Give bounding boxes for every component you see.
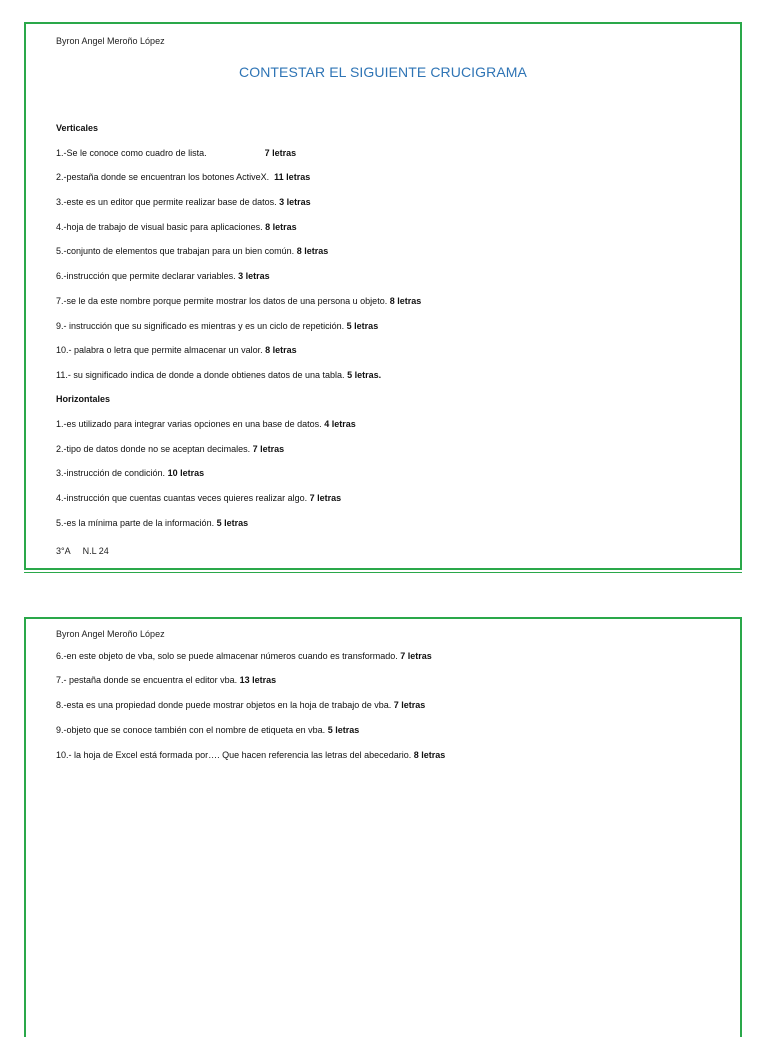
horizontal-clue-6: 6.-en este objeto de vba, solo se puede almacenar números cuando es transformado. 7 letras (56, 651, 432, 661)
vertical-clue-1: 1.-Se le conoce como cuadro de lista. 7 letras (56, 148, 297, 158)
horizontal-clue-4: 4.-instrucción que cuentas cuantas veces quieres realizar algo. 7 letras (56, 493, 342, 503)
horizontales-heading: Horizontales (56, 394, 111, 404)
vertical-clue-9: 9.- instrucción que su significado es mientras y es un ciclo de repetición. 5 letras (56, 321, 379, 331)
vertical-clue-11: 11.- su significado indica de donde a donde obtienes datos de una tabla. 5 letras. (56, 370, 382, 380)
horizontal-clue-2: 2.-tipo de datos donde no se aceptan decimales. 7 letras (56, 444, 285, 454)
vertical-clue-10: 10.- palabra o letra que permite almacenar un valor. 8 letras (56, 345, 297, 355)
verticales-heading: Verticales (56, 123, 99, 133)
document-page-2 (24, 617, 742, 1037)
author-name: Byron Angel Meroño López (56, 36, 165, 46)
horizontal-clue-8: 8.-esta es una propiedad donde puede mostrar objetos en la hoja de trabajo de vba. 7 letras (56, 700, 426, 710)
horizontal-clue-9: 9.-objeto que se conoce también con el nombre de etiqueta en vba. 5 letras (56, 725, 360, 735)
horizontal-clue-5: 5.-es la mínima parte de la información. 5 letras (56, 518, 249, 528)
vertical-clue-3: 3.-este es un editor que permite realizar base de datos. 3 letras (56, 197, 311, 207)
horizontal-clue-3: 3.-instrucción de condición. 10 letras (56, 468, 205, 478)
document-page-1 (24, 22, 742, 570)
vertical-clue-5: 5.-conjunto de elementos que trabajan para un bien común. 8 letras (56, 246, 329, 256)
page-title: CONTESTAR EL SIGUIENTE CRUCIGRAMA (239, 64, 527, 80)
vertical-clue-7: 7.-se le da este nombre porque permite mostrar los datos de una persona u objeto. 8 letras (56, 296, 422, 306)
horizontal-clue-1: 1.-es utilizado para integrar varias opciones en una base de datos. 4 letras (56, 419, 356, 429)
vertical-clue-6: 6.-instrucción que permite declarar variables. 3 letras (56, 271, 270, 281)
page-footer (56, 546, 109, 556)
footer-group: 3°A (56, 546, 71, 556)
author-name: Byron Angel Meroño López (56, 629, 165, 639)
vertical-clue-2: 2.-pestaña donde se encuentran los botones ActiveX. 11 letras (56, 172, 311, 182)
footer-number: N.L 24 (82, 546, 109, 556)
vertical-clue-4: 4.-hoja de trabajo de visual basic para aplicaciones. 8 letras (56, 222, 297, 232)
horizontal-clue-10: 10.- la hoja de Excel está formada por…. Que hacen referencia las letras del abecedario. 8 letras (56, 750, 446, 760)
horizontal-clue-7: 7.- pestaña donde se encuentra el editor vba. 13 letras (56, 675, 277, 685)
